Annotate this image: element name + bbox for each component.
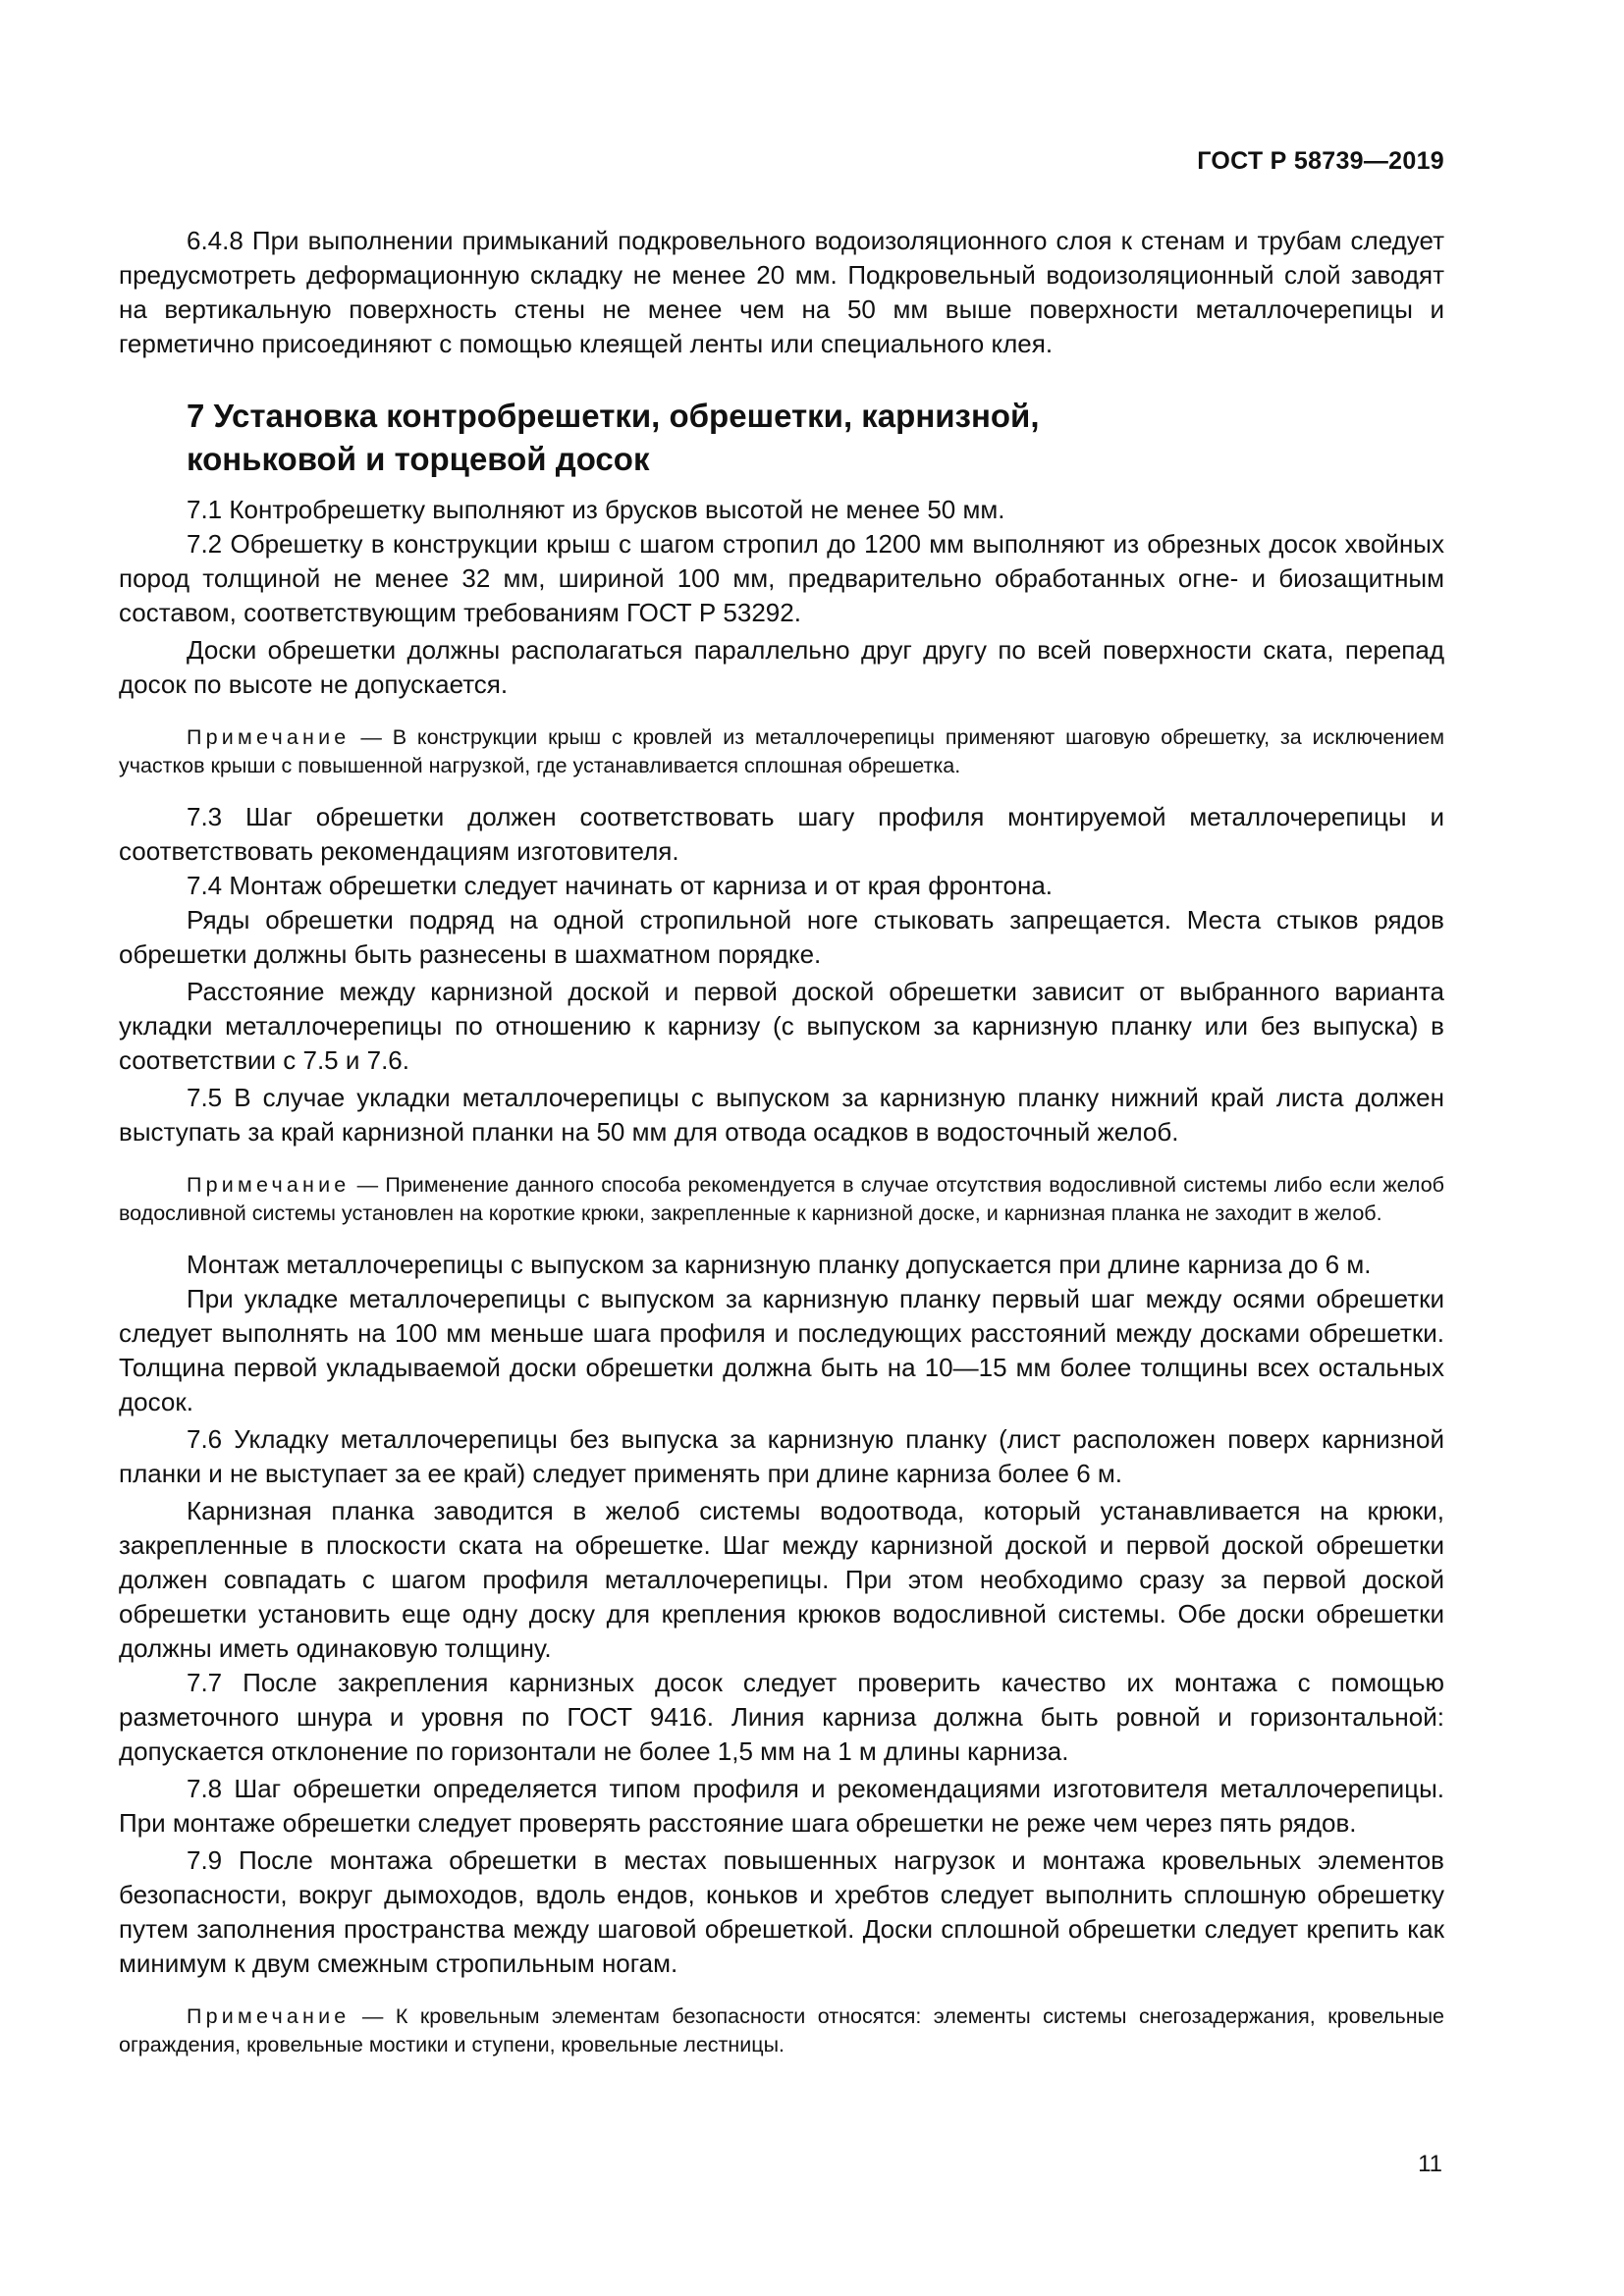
document-header: ГОСТ Р 58739—2019 (1197, 147, 1444, 175)
paragraph-7-2-boards: Доски обрешетки должны располагаться параллельно друг другу по всей поверхности ската, перепад досок по высоте не допускается. (119, 635, 1444, 699)
section-7-heading-line-1: 7 Установка контробрешетки, обрешетки, карнизной, (187, 398, 1040, 434)
note-label: Примечание (187, 725, 351, 749)
paragraph-7-4: 7.4 Монтаж обрешетки следует начинать от карниза и от края фронтона. (187, 871, 1054, 900)
note-1 (119, 723, 1444, 780)
paragraph-7-3: 7.3 Шаг обрешетки должен соответствовать шагу профиля монтируемой металлочерепицы и соответствовать рекомендациям изготовителя. (119, 802, 1444, 866)
note-1-text: — В конструкции крыш с кровлей из металлочерепицы применяют шаговую обрешетку, за исключением участков крыши с повышенной нагрузкой, где устанавливается сплошная обрешетка. (119, 725, 1444, 777)
note-3 (119, 2002, 1444, 2059)
paragraph-7-5-first-step: При укладке металлочерепицы с выпуском за карнизную планку первый шаг между осями обрешетки следует выполнять на 100 мм меньше шага профиля и последующих расстояний между досками обрешетки. Толщина первой укладываемой доски обрешетки должна быть на 10—15 мм более толщины всех остальных досок. (119, 1284, 1444, 1416)
note-label: Примечание (187, 1173, 351, 1197)
paragraph-7-7: 7.7 После закрепления карнизных досок следует проверить качество их монтажа с помощью разметочного шнура и уровня по ГОСТ 9416. Линия карниза должна быть ровной и горизонтальной: допускается отклонение по горизонтали не более 1,5 мм на 1 м длины карниза. (119, 1668, 1444, 1766)
section-7-heading (187, 395, 1168, 481)
document-body (119, 224, 1444, 2079)
paragraph-7-9: 7.9 После монтажа обрешетки в местах повышенных нагрузок и монтажа кровельных элементов безопасности, вокруг дымоходов, вдоль ендов, коньков и хребтов следует выполнить сплошную обрешетку путем заполнения пространства между шаговой обрешеткой. Доски сплошной обрешетки следует крепить как минимум к двум смежным стропильным ногам. (119, 1845, 1444, 1978)
paragraph-7-6: 7.6 Укладку металлочерепицы без выпуска за карнизную планку (лист расположен поверх карнизной планки и не выступает за ее край) следует применять при длине карниза более 6 м. (119, 1424, 1444, 1488)
page-number: 11 (1418, 2151, 1442, 2177)
paragraph-7-8: 7.8 Шаг обрешетки определяется типом профиля и рекомендациями изготовителя металлочерепицы. При монтаже обрешетки следует проверять расстояние шага обрешетки не реже чем через пять рядов. (119, 1774, 1444, 1838)
paragraph-7-1: 7.1 Контробрешетку выполняют из брусков высотой не менее 50 мм. (187, 495, 1005, 524)
paragraph-7-4-distance: Расстояние между карнизной доской и первой доской обрешетки зависит от выбранного варианта укладки металлочерепицы по отношению к карнизу (с выпуском за карнизную планку или без выпуска) в соответствии с 7.5 и 7.6. (119, 977, 1444, 1075)
note-2-text: — Применение данного способа рекомендуется в случае отсутствия водосливной системы либо если желоб водосливной системы установлен на короткие крюки, закрепленные к карнизной доске, и карнизная планка не заходит в желоб. (119, 1173, 1444, 1225)
paragraph-7-2: 7.2 Обрешетку в конструкции крыш с шагом стропил до 1200 мм выполняют из обрезных досок хвойных пород толщиной не менее 32 мм, шириной 100 мм, предварительно обработанных огне- и биозащитным составом, соответствующим требованиям ГОСТ Р 53292. (119, 529, 1444, 627)
paragraph-7-6-plank: Карнизная планка заводится в желоб системы водоотвода, который устанавливается на крюки, закрепленные в плоскости ската на обрешетке. Шаг между карнизной доской и первой доской обрешетки должен совпадать с шагом профиля металлочерепицы. При этом необходимо сразу за первой доской обрешетки установить еще одну доску для крепления крюков водосливной системы. Обе доски обрешетки должны иметь одинаковую толщину. (119, 1496, 1444, 1663)
paragraph-7-5-length: Монтаж металлочерепицы с выпуском за карнизную планку допускается при длине карниза до 6 м. (187, 1250, 1372, 1279)
note-3-text: — К кровельным элементам безопасности относятся: элементы системы снегозадержания, кровельные ограждения, кровельные мостики и ступени, кровельные лестницы. (119, 2004, 1444, 2056)
paragraph-7-5: 7.5 В случае укладки металлочерепицы с выпуском за карнизную планку нижний край листа должен выступать за край карнизной планки на 50 мм для отвода осадков в водосточный желоб. (119, 1083, 1444, 1147)
paragraph-7-4-rows: Ряды обрешетки подряд на одной стропильной ноге стыковать запрещается. Места стыков рядов обрешетки должны быть разнесены в шахматном порядке. (119, 905, 1444, 969)
section-7-heading-line-2: коньковой и торцевой досок (187, 441, 650, 477)
note-label: Примечание (187, 2004, 351, 2028)
note-2 (119, 1171, 1444, 1228)
paragraph-6-4-8: 6.4.8 При выполнении примыканий подкровельного водоизоляционного слоя к стенам и трубам следует предусмотреть деформационную складку не менее 20 мм. Подкровельный водоизоляционный слой заводят на вертикальную поверхность стены не менее чем на 50 мм выше поверхности металлочерепицы и герметично присоединяют с помощью клеящей ленты или специального клея. (119, 226, 1444, 358)
